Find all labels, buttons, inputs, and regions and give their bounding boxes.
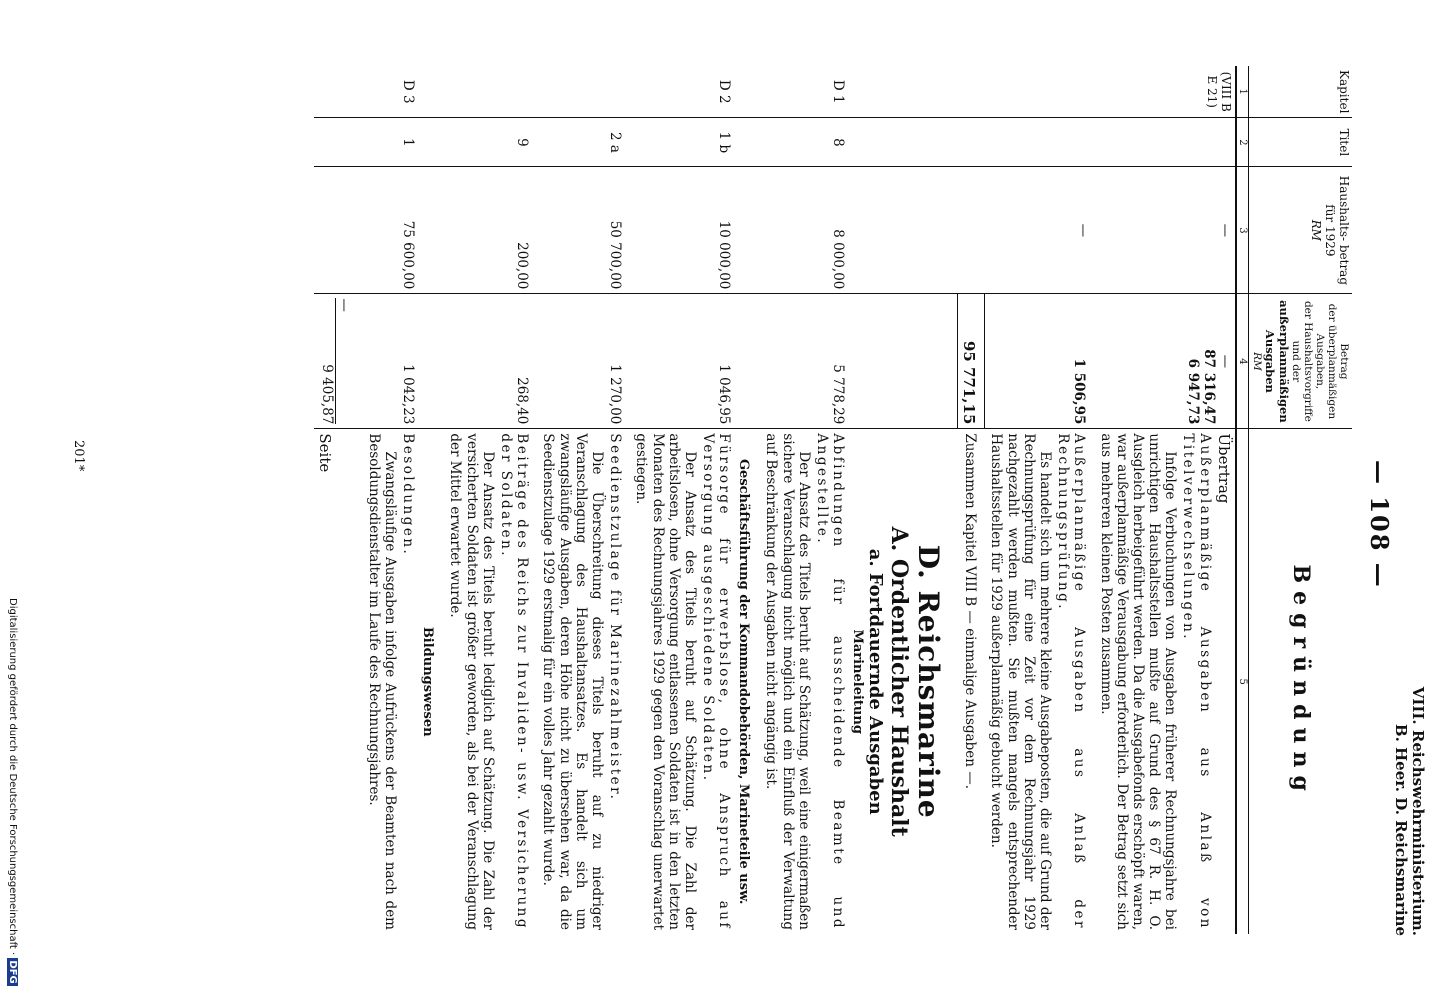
entry-heading: Besoldungen. (400, 433, 417, 557)
col-titel: Titel (1249, 118, 1352, 167)
cell-haushalt: 50 700,00 (536, 167, 629, 294)
entry-text: Es handelt sich um mehrere kleine Ausgabeposten, die auf Grund der Rechnungsprüfung für eine Zeit vor dem Rechnungsjahr 1929 nachgezahlt werden mußten. Sie mußten mangels entsprechender Haushaltsstellen für 1929 außerplanmäßig gebucht werden. (988, 433, 1053, 930)
table-row (536, 66, 629, 934)
cell-betrag: 1 042,23 (362, 294, 419, 429)
betrag-titelverwechselung: 6 947,73 (1184, 358, 1201, 425)
seite-label: Seite (315, 433, 334, 473)
col-num-1: 1 (1236, 66, 1249, 118)
cell-begruendung (984, 429, 1093, 934)
col-betrag-l5: außerplanmäßigen Ausgaben (1263, 300, 1291, 423)
entry-text: Zwangsläufige Ausgaben infolge Aufrückens der Beamten nach dem Besoldungsdienstalter im Laufe des Rechnungsjahres. (365, 433, 399, 930)
seite-betrag: 9 405,87 (319, 298, 336, 424)
cell-kapitel: (VIII B E 21) (1093, 66, 1235, 118)
col-num-3: 3 (1236, 167, 1249, 294)
cell-haushalt: — (1093, 167, 1235, 294)
table-row (362, 66, 419, 934)
cell-titel: 1 (362, 118, 419, 167)
side-note-strip (2, 0, 20, 1000)
cell-titel: 8 (759, 118, 848, 167)
entry-text: Die Überschreitung dieses Titels beruht auf zu niedriger Veranschlagung des Haushaltansatzes. Es handelt sich um zwangsläufige Ausgaben, deren Höhe nicht zu übersehen war, da die Seedienstzulage 1929 erstmalig für ein volles Jahr gezahlt wurde. (540, 433, 605, 930)
ministry-title: VIII. Reichswehrministerium. (1409, 686, 1427, 936)
table-row (984, 66, 1093, 934)
col-begruendung: Begründung (1249, 429, 1352, 934)
uebertrag-label: Übertrag (1214, 433, 1233, 504)
cell-haushalt: 10 000,00 (629, 167, 734, 294)
col-num-2: 2 (1236, 118, 1249, 167)
table-row (418, 66, 443, 934)
table-header (1236, 66, 1352, 934)
col-betrag-l4: und der (1289, 340, 1302, 383)
col-betrag-l3: der Haushaltsvorgriffe (1301, 300, 1314, 422)
cell-betrag: 1 046,95 (629, 294, 734, 429)
entry-heading: Beiträge des Reichs zur Invaliden- usw. Versicherung der Soldaten. (498, 433, 531, 930)
cell-sum: 95 771,15 (957, 294, 984, 429)
col-haushalt-label: Haushalts- betrag für 1929 (1323, 175, 1351, 286)
cell-begruendung (629, 429, 734, 934)
col-betrag-l2: der überplanmäßigen Ausgaben, (1313, 303, 1338, 420)
page-header (1392, 687, 1427, 936)
cell-haushalt: — (984, 167, 1093, 294)
folio-number: 201* (71, 440, 86, 472)
cell-haushalt: 8 000,00 (759, 167, 848, 294)
table-row (734, 66, 759, 934)
page-number: — 108 — (1365, 460, 1394, 589)
entry-text: Der Ansatz des Titels beruht auf Schätzung. Die Zahl der arbeitslosen, ohne Versorgung entlassenen Soldaten ist in den letzten Monaten des Rechnungsjahres 1929 gegen den Voranschlag unerwartet gestiegen. (633, 433, 698, 930)
cell-haushalt: 200,00 (443, 167, 536, 294)
cell-haushalt: 75 600,00 (362, 167, 419, 294)
betrag-dash: — (1216, 354, 1233, 369)
section-heading-block (848, 429, 957, 934)
cell-seite-betrag (314, 294, 362, 429)
seite-dash: — (335, 298, 352, 312)
col-haushalt (1249, 167, 1352, 294)
cell-titel: 1 b (629, 118, 734, 167)
col-kapitel: Kapitel (1249, 66, 1352, 118)
cell-betrag: 5 778,29 (759, 294, 848, 429)
table-row (443, 66, 536, 934)
table-row (848, 66, 957, 934)
col-betrag-unit: RM (1251, 352, 1264, 371)
cell-begruendung (362, 429, 419, 934)
digitization-note (7, 598, 18, 986)
entry-heading: Fürsorge für erwerbslose, ohne Anspruch auf Versorgung ausgeschiedene Soldaten. (700, 433, 733, 930)
subheading-geschaeftsfuehrung: Geschäftsführung der Kommandobehörden, Marineteile usw. (736, 458, 752, 905)
entry-text: Infolge Verbuchungen von Ausgaben früherer Rechnungsjahre bei unrichtigen Haushaltsstellen mußte auf Grund des § 67 R. H. O. Ausgleich herbeigeführt werden. Da die Ausgabefonds erschöpft waren, war außerplanmäßige Verausgabung erforderlich. Der Betrag setzt sich aus mehreren kleinen Posten zusammen. (1097, 433, 1179, 930)
subheading-bildungswesen: Bildungswesen (420, 626, 436, 737)
cell-kapitel: D 2 (629, 66, 734, 118)
col-betrag-l1: Betrag (1338, 343, 1350, 380)
cell-titel: 9 (443, 118, 536, 167)
entry-heading: Außerplanmäßige Ausgaben aus Anlaß der Rechnungsprüfung. (1055, 433, 1088, 930)
cell-betrag: 1 506,95 (984, 294, 1093, 429)
cell-begruendung (759, 429, 848, 934)
section-heading-reichsmarine: D. Reichsmarine (912, 544, 946, 819)
cell-begruendung (536, 429, 629, 934)
digitization-note-text: Digitalisierung gefördert durch die Deutsche Forschungsgemeinschaft · (7, 598, 18, 956)
cell-titel (1093, 118, 1235, 167)
betrag-uebertrag: 87 316,47 (1200, 349, 1217, 425)
section-heading-ordentlich: A. Ordentlicher Haushalt (886, 526, 913, 837)
entry-text: Der Ansatz des Titels beruht auf Schätzung, weil eine einigermaßen sichere Veranschlagung nicht möglich und ein Einfluß der Verwaltung auf Beschränkung der Ausgaben nicht angängig ist. (763, 433, 812, 930)
entry-text: Der Ansatz des Titels beruht lediglich auf Schätzung. Die Zahl der versicherten Soldaten ist größer geworden, als bei der Veranschlagung der Mittel erwartet wurde. (447, 433, 496, 930)
cell-kapitel: D 1 (759, 66, 848, 118)
col-haushalt-unit: RM (1309, 219, 1324, 242)
entry-heading: Außerplanmäßige Ausgaben aus Anlaß von Titelverwechselungen. (1180, 433, 1213, 930)
sum-text: Zusammen Kapitel VIII B — einmalige Ausgaben —. (962, 433, 979, 790)
entry-heading: Seedienstzulage für Marinezahlmeister. (607, 433, 624, 802)
cell-betrag (1093, 294, 1235, 429)
section-heading-marineleitung: Marineleitung (850, 629, 866, 734)
dfg-logo-icon: DFG (7, 960, 18, 984)
table-row (957, 66, 984, 934)
entry-heading: Abfindungen für ausscheidende Beamte und Angestellte. (814, 433, 847, 930)
col-num-4: 4 (1236, 294, 1249, 429)
section-title: B. Heer. D. Reichsmarine (1391, 723, 1410, 936)
cell-begruendung (1093, 429, 1235, 934)
table-row (759, 66, 848, 934)
section-heading-fortdauernd: a. Fortdauernde Ausgaben (865, 548, 887, 815)
budget-table (314, 66, 1352, 934)
cell-kapitel: D 3 (362, 66, 419, 118)
col-num-5: 5 (1236, 429, 1249, 934)
cell-betrag: 268,40 (443, 294, 536, 429)
cell-titel: 2 a (536, 118, 629, 167)
cell-begruendung (443, 429, 536, 934)
table-row (1093, 66, 1235, 934)
table-row (629, 66, 734, 934)
col-betrag (1249, 294, 1352, 429)
table-row (314, 66, 362, 934)
cell-betrag: 1 270,00 (536, 294, 629, 429)
